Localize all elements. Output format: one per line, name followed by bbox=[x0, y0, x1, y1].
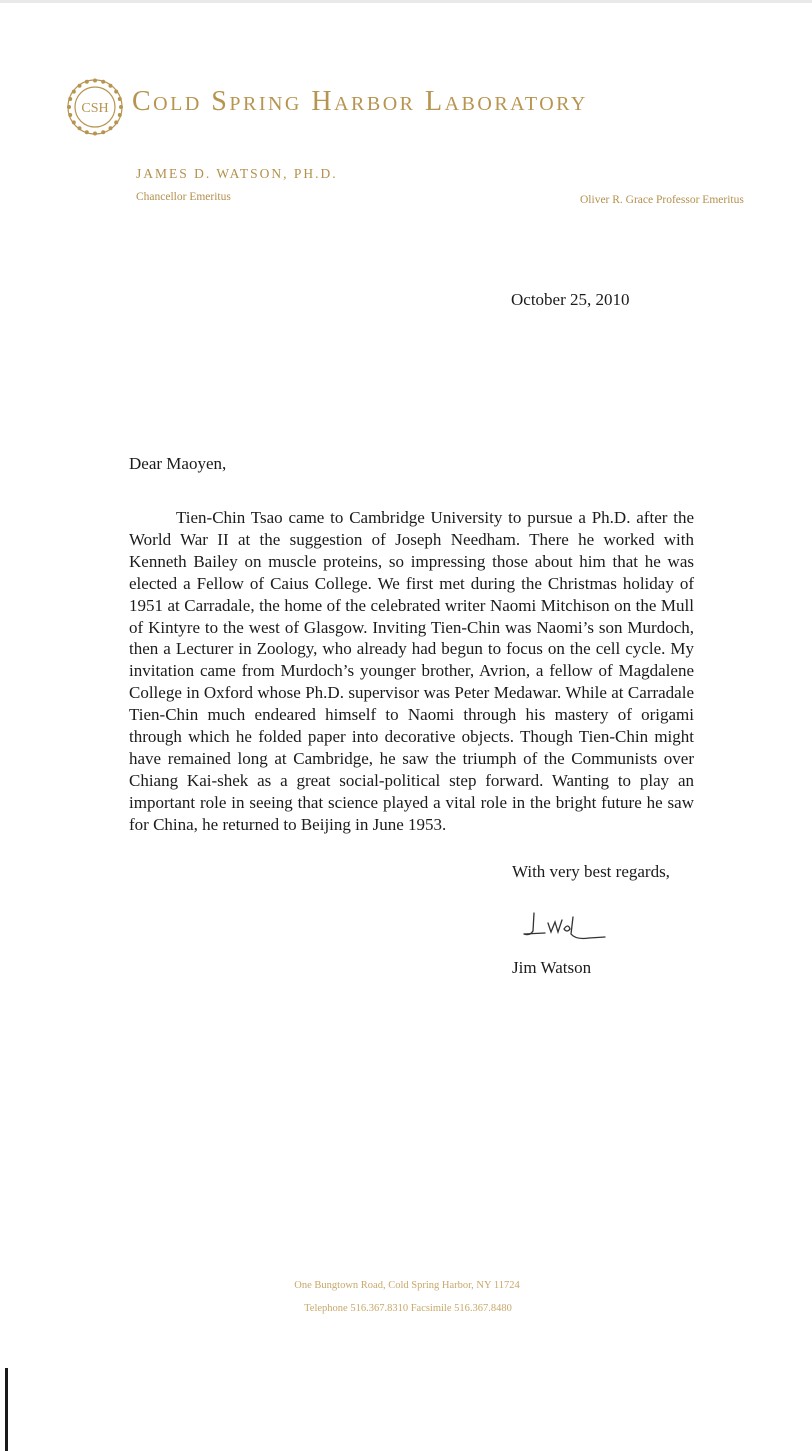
letterhead-footer bbox=[0, 1274, 812, 1320]
footer-phone: Telephone 516.367.8310 Facsimile 516.367.8480 bbox=[304, 1303, 512, 1314]
letter-body: Tien-Chin Tsao came to Cambridge University to pursue a Ph.D. after the World War II at the suggestion of Joseph Needham. There he worked with Kenneth Bailey on muscle proteins, so impressing those about him that he was elected a Fellow of Caius College. We first met during the Christmas holiday of 1951 at Carradale, the home of the celebrated writer Naomi Mitchison on the Mull of Kintyre to the west of Glasgow. Inviting Tien-Chin was Naomi’s son Murdoch, then a Lecturer in Zoology, who already had begun to focus on the cell cycle. My invitation came from Murdoch’s younger brother, Avrion, a fellow of Magdalene College in Oxford whose Ph.D. supervisor was Peter Medawar. While at Carradale Tien-Chin much endeared himself to Naomi through his mastery of origami through which he folded paper into decorative objects. Though Tien-Chin might have remained long at Cambridge, he saw the triumph of the Communists over Chiang Kai-shek as a great social-political step forward. Wanting to play an important role in seeing that science played a vital role in the bright future he saw for China, he returned to Beijing in June 1953. bbox=[129, 508, 694, 834]
organization-name: Cold Spring Harbor Laboratory bbox=[132, 86, 588, 117]
author-title: Chancellor Emeritus bbox=[136, 191, 231, 203]
salutation: Dear Maoyen, bbox=[129, 454, 227, 473]
logo-text: CSH bbox=[81, 101, 109, 116]
handwritten-signature bbox=[515, 907, 615, 947]
author-chair-title: Oliver R. Grace Professor Emeritus bbox=[580, 194, 744, 206]
closing: With very best regards, bbox=[512, 862, 670, 881]
csh-seal-logo bbox=[64, 76, 126, 138]
author-name: JAMES D. WATSON, PH.D. bbox=[136, 166, 338, 181]
footer-address: One Bungtown Road, Cold Spring Harbor, NY 11724 bbox=[294, 1280, 520, 1291]
scan-edge-mark bbox=[5, 1368, 8, 1451]
signer-name: Jim Watson bbox=[512, 958, 592, 977]
letter-date: October 25, 2010 bbox=[511, 290, 630, 309]
top-edge-rule bbox=[0, 0, 812, 3]
